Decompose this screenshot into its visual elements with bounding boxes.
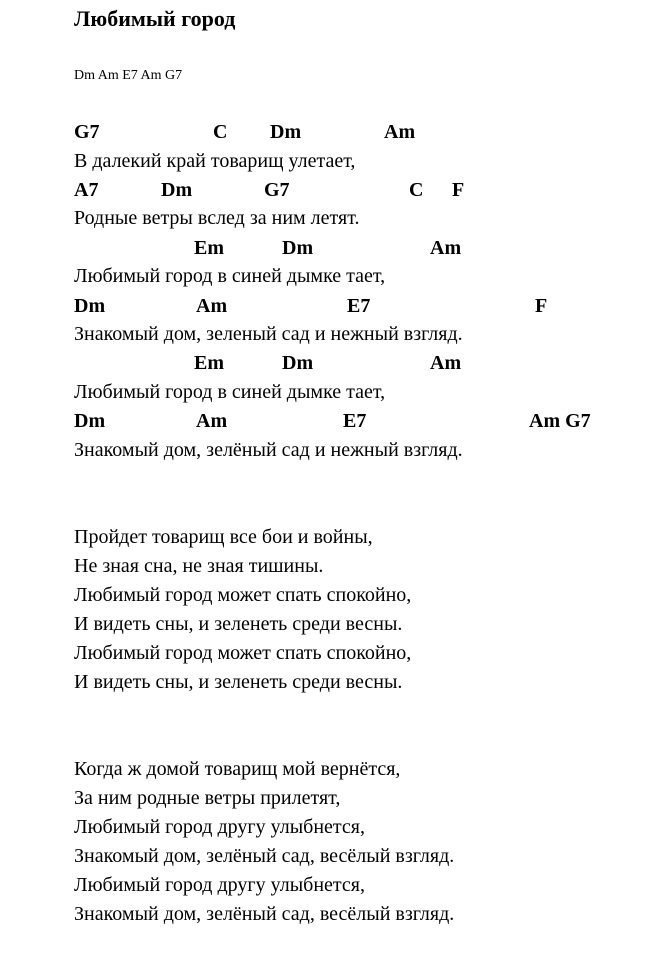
lyric-line: Любимый город другу улыбнется, [74,816,365,838]
chord: Em [194,352,224,374]
chord: C [213,121,228,143]
chord: F [535,295,548,317]
chord: Am G7 [529,410,591,432]
chord: Dm [74,410,106,432]
lyric-line: Пройдет товарищ все бои и войны, [74,526,373,548]
lyric-line: И видеть сны, и зеленеть среди весны. [74,671,403,693]
lyric-line: Знакомый дом, зелёный сад и нежный взгляд. [74,439,463,461]
chord: Am [196,295,228,317]
lyric-line: Знакомый дом, зелёный сад, весёлый взгляд. [74,903,455,925]
lyric-line: Не зная сна, не зная тишины. [74,555,324,577]
chord: C [409,179,424,201]
chord: Am [430,352,462,374]
lyric-line: Родные ветры вслед за ним летят. [74,207,360,229]
chord: Dm [282,237,314,259]
chord: Dm [74,295,106,317]
lyric-line: Любимый город может спать спокойно, [74,584,412,606]
chord-line [0,409,655,433]
chord: Am [430,237,462,259]
chord: Am [384,121,416,143]
chord: Dm [161,179,193,201]
chord: Em [194,237,224,259]
chord: E7 [347,295,371,317]
lyric-line: Знакомый дом, зелёный сад, весёлый взгляд. [74,845,455,867]
intro-chords: Dm Am E7 Am G7 [74,68,183,83]
lyric-line: Любимый город другу улыбнется, [74,874,365,896]
lyric-line: Знакомый дом, зеленый сад и нежный взгляд. [74,323,463,345]
chord-line [0,178,655,202]
chord-line [0,294,655,318]
lyric-line: Любимый город в синей дымке тает, [74,381,386,403]
chord: A7 [74,179,99,201]
chord-line [0,351,655,375]
chord: Am [196,410,228,432]
song-title: Любимый город [74,6,236,31]
chord: F [452,179,465,201]
lyric-line: Любимый город может спать спокойно, [74,642,412,664]
chord: E7 [343,410,367,432]
chord: Dm [270,121,302,143]
lyric-line: За ним родные ветры прилетят, [74,787,341,809]
lyric-line: В далекий край товарищ улетает, [74,150,356,172]
chord-line [0,120,655,144]
chord: Dm [282,352,314,374]
lyric-line: И видеть сны, и зеленеть среди весны. [74,613,403,635]
chord: G7 [264,179,290,201]
chord: G7 [74,121,100,143]
lyric-line: Когда ж домой товарищ мой вернётся, [74,758,401,780]
chord-line [0,236,655,260]
lyric-line: Любимый город в синей дымке тает, [74,265,386,287]
